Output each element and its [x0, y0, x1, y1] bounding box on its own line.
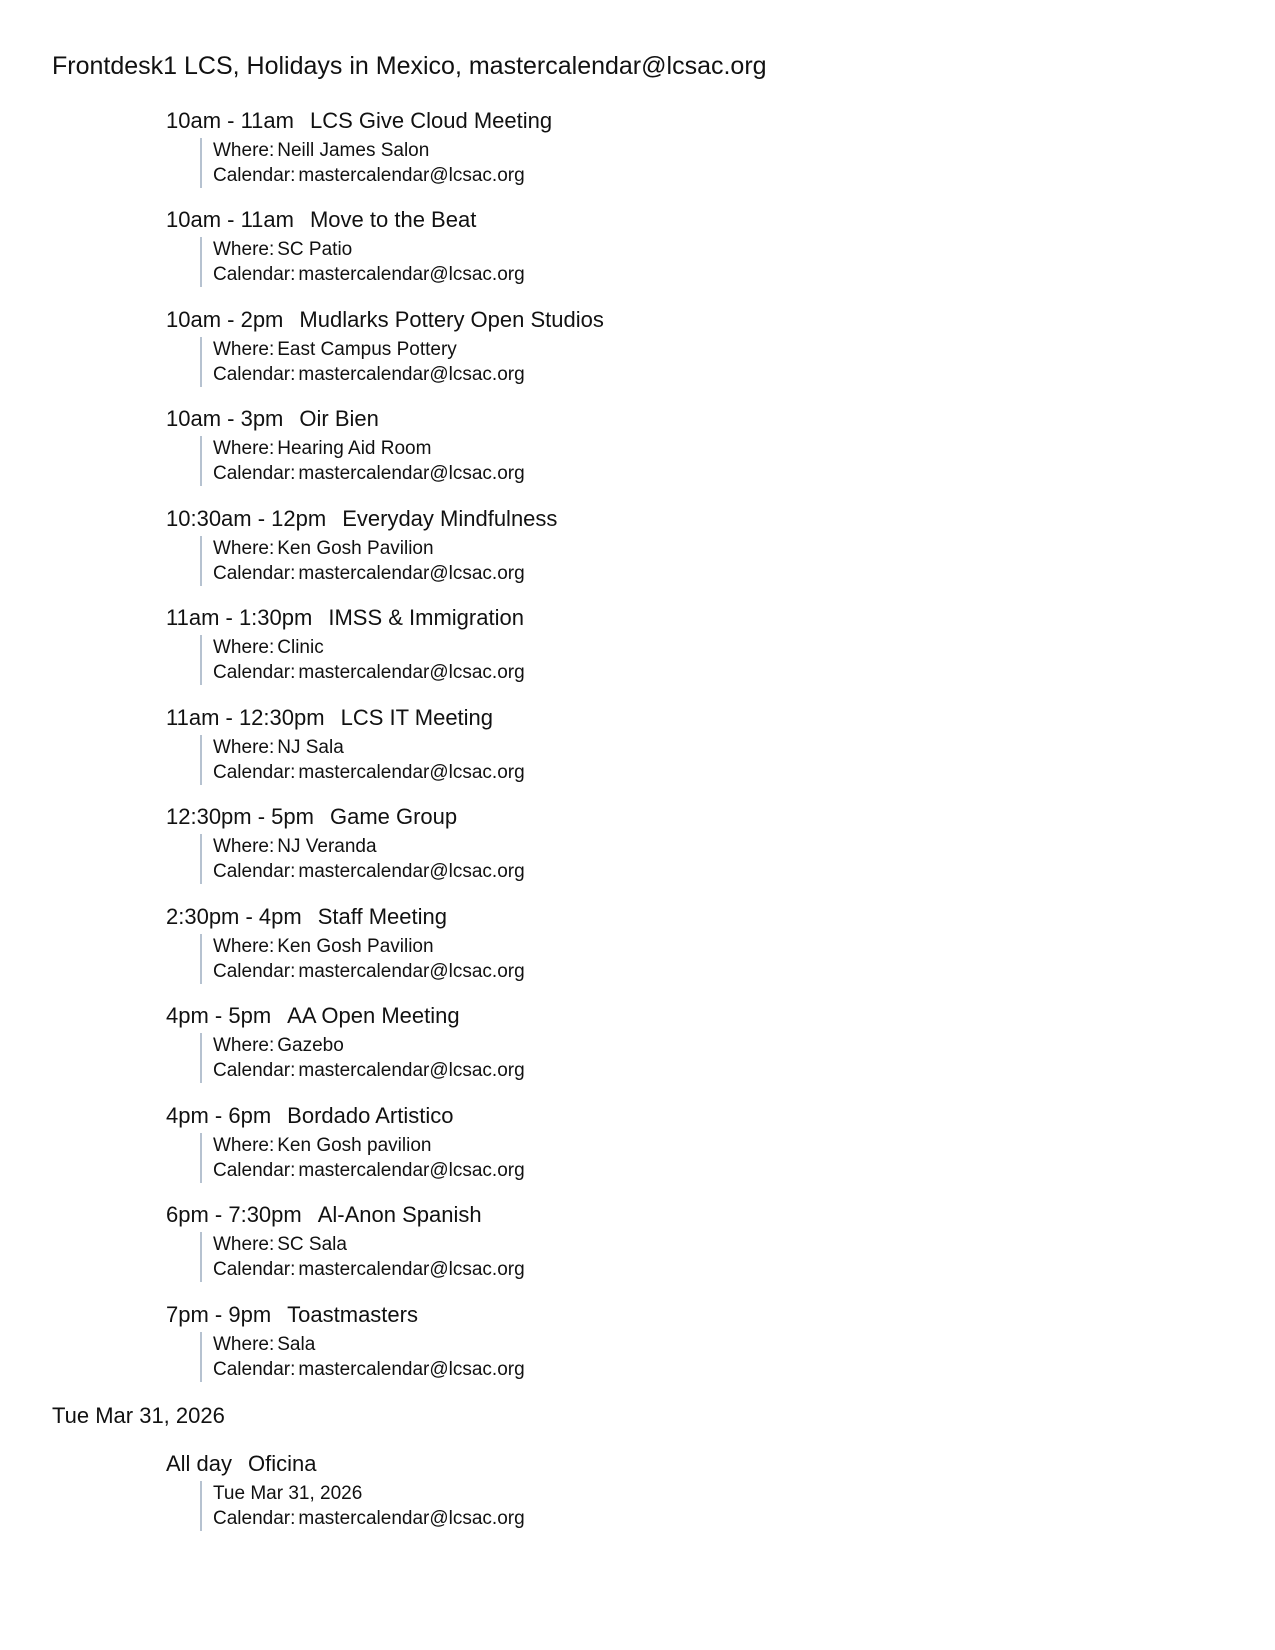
calendar-label: Calendar: [213, 662, 296, 683]
event-item[interactable] [166, 803, 966, 882]
event-calendar-row [213, 461, 525, 486]
event-location: Clinic [277, 637, 324, 658]
event-location: NJ Sala [277, 737, 344, 758]
calendar-label: Calendar: [213, 1160, 296, 1181]
event-time: 7pm - 9pm [166, 1302, 272, 1327]
event-heading [166, 306, 966, 334]
calendar-label: Calendar: [213, 861, 296, 882]
event-heading [166, 405, 966, 433]
event-location: SC Sala [277, 1234, 347, 1255]
event-item[interactable] [166, 704, 966, 783]
event-calendar-row [213, 362, 525, 387]
event-item[interactable] [166, 405, 966, 484]
event-calendar-row [213, 959, 525, 984]
where-label: Where: [213, 1135, 275, 1156]
event-details [200, 834, 525, 884]
event-calendar-row [213, 1158, 525, 1183]
event-calendar: mastercalendar@lcsac.org [298, 662, 525, 683]
event-heading [166, 107, 966, 135]
where-label: Where: [213, 1035, 275, 1056]
event-item[interactable] [166, 903, 966, 982]
event-title[interactable]: Move to the Beat [309, 207, 477, 232]
event-calendar-row [213, 660, 525, 685]
event-location: SC Patio [277, 239, 353, 260]
event-date-row [213, 1481, 525, 1506]
event-heading [166, 704, 966, 732]
event-calendar: mastercalendar@lcsac.org [298, 1160, 525, 1181]
event-title[interactable]: Al-Anon Spanish [317, 1202, 482, 1227]
event-details [200, 1033, 525, 1083]
event-time: 10am - 11am [166, 207, 294, 232]
where-label: Where: [213, 438, 275, 459]
event-where-row [213, 138, 525, 163]
event-time: 11am - 1:30pm [166, 605, 313, 630]
event-item[interactable] [166, 505, 966, 584]
event-item[interactable] [166, 604, 966, 683]
where-label: Where: [213, 538, 275, 559]
where-label: Where: [213, 836, 275, 857]
event-where-row [213, 237, 525, 262]
event-time: 2:30pm - 4pm [166, 904, 302, 929]
event-title[interactable]: IMSS & Immigration [328, 605, 524, 630]
event-time: 11am - 12:30pm [166, 705, 325, 730]
event-location: Sala [277, 1334, 316, 1355]
event-calendar-row [213, 1257, 525, 1282]
where-label: Where: [213, 239, 275, 260]
event-time: All day [166, 1451, 233, 1476]
event-title[interactable]: Mudlarks Pottery Open Studios [299, 307, 604, 332]
event-title[interactable]: Bordado Artistico [287, 1103, 454, 1128]
event-calendar-row [213, 760, 525, 785]
calendar-list-title: Frontdesk1 LCS, Holidays in Mexico, mastercalendar@lcsac.org [52, 52, 767, 80]
event-location: Ken Gosh Pavilion [277, 538, 434, 559]
event-calendar: mastercalendar@lcsac.org [298, 165, 525, 186]
calendar-label: Calendar: [213, 961, 296, 982]
event-item[interactable] [166, 1450, 966, 1529]
calendar-label: Calendar: [213, 1060, 296, 1081]
event-where-row [213, 1332, 525, 1357]
calendar-label: Calendar: [213, 1359, 296, 1380]
event-item[interactable] [166, 107, 966, 186]
event-calendar-row [213, 1506, 525, 1531]
event-location: Neill James Salon [277, 140, 430, 161]
event-heading [166, 1201, 966, 1229]
where-label: Where: [213, 140, 275, 161]
event-details [200, 436, 525, 486]
where-label: Where: [213, 1334, 275, 1355]
event-item[interactable] [166, 306, 966, 385]
event-heading [166, 1450, 966, 1478]
event-location: East Campus Pottery [277, 339, 457, 360]
event-location: Hearing Aid Room [277, 438, 432, 459]
event-where-row [213, 1133, 525, 1158]
calendar-label: Calendar: [213, 1259, 296, 1280]
event-calendar: mastercalendar@lcsac.org [298, 563, 525, 584]
event-heading [166, 1301, 966, 1329]
event-calendar-row [213, 1058, 525, 1083]
event-title[interactable]: Oir Bien [299, 406, 379, 431]
event-calendar: mastercalendar@lcsac.org [298, 463, 525, 484]
calendar-label: Calendar: [213, 463, 296, 484]
event-calendar: mastercalendar@lcsac.org [298, 364, 525, 385]
event-details [200, 635, 525, 685]
event-time: 12:30pm - 5pm [166, 804, 314, 829]
event-title[interactable]: Oficina [248, 1451, 317, 1476]
event-details [200, 934, 525, 984]
event-time: 4pm - 6pm [166, 1103, 272, 1128]
event-location: Ken Gosh pavilion [277, 1135, 432, 1156]
event-where-row [213, 635, 525, 660]
event-where-row [213, 436, 525, 461]
event-location: Gazebo [277, 1035, 344, 1056]
event-details [200, 337, 525, 387]
event-item[interactable] [166, 206, 966, 285]
event-time: 10am - 3pm [166, 406, 284, 431]
event-where-row [213, 934, 525, 959]
event-calendar-row [213, 1357, 525, 1382]
event-calendar-row [213, 859, 525, 884]
event-time: 10am - 11am [166, 108, 294, 133]
event-title[interactable]: Everyday Mindfulness [342, 506, 558, 531]
event-time: 4pm - 5pm [166, 1003, 272, 1028]
event-title[interactable]: Staff Meeting [317, 904, 447, 929]
where-label: Where: [213, 339, 275, 360]
event-where-row [213, 1033, 525, 1058]
event-heading [166, 903, 966, 931]
where-label: Where: [213, 637, 275, 658]
calendar-label: Calendar: [213, 1508, 296, 1529]
event-time: 10:30am - 12pm [166, 506, 327, 531]
event-heading [166, 206, 966, 234]
where-label: Where: [213, 737, 275, 758]
event-heading [166, 1102, 966, 1130]
event-details [200, 138, 525, 188]
event-location: NJ Veranda [277, 836, 377, 857]
event-title[interactable]: Toastmasters [287, 1302, 418, 1327]
event-where-row [213, 1232, 525, 1257]
event-details [200, 237, 525, 287]
event-calendar: mastercalendar@lcsac.org [298, 861, 525, 882]
event-heading [166, 604, 966, 632]
event-item[interactable] [166, 1301, 966, 1380]
event-calendar-row [213, 163, 525, 188]
event-calendar: mastercalendar@lcsac.org [298, 1259, 525, 1280]
event-calendar: mastercalendar@lcsac.org [298, 1359, 525, 1380]
event-location: Ken Gosh Pavilion [277, 936, 434, 957]
event-calendar: mastercalendar@lcsac.org [298, 961, 525, 982]
event-where-row [213, 735, 525, 760]
event-date: Tue Mar 31, 2026 [213, 1483, 363, 1504]
event-calendar: mastercalendar@lcsac.org [298, 264, 525, 285]
event-details [200, 1232, 525, 1282]
event-item[interactable] [166, 1201, 966, 1280]
day-heading: Tue Mar 31, 2026 [52, 1403, 225, 1428]
event-calendar-row [213, 262, 525, 287]
event-calendar-row [213, 561, 525, 586]
calendar-label: Calendar: [213, 165, 296, 186]
calendar-label: Calendar: [213, 264, 296, 285]
event-where-row [213, 337, 525, 362]
event-item[interactable] [166, 1102, 966, 1181]
event-details [200, 1133, 525, 1183]
event-details [200, 735, 525, 785]
event-heading [166, 505, 966, 533]
event-title[interactable]: LCS Give Cloud Meeting [309, 108, 553, 133]
event-calendar: mastercalendar@lcsac.org [298, 762, 525, 783]
where-label: Where: [213, 1234, 275, 1255]
event-details [200, 1481, 525, 1531]
event-calendar: mastercalendar@lcsac.org [298, 1060, 525, 1081]
event-title[interactable]: Game Group [329, 804, 458, 829]
event-calendar: mastercalendar@lcsac.org [298, 1508, 525, 1529]
event-details [200, 1332, 525, 1382]
event-item[interactable] [166, 1002, 966, 1081]
event-details [200, 536, 525, 586]
where-label: Where: [213, 936, 275, 957]
event-where-row [213, 536, 525, 561]
event-title[interactable]: AA Open Meeting [287, 1003, 460, 1028]
calendar-label: Calendar: [213, 563, 296, 584]
event-where-row [213, 834, 525, 859]
event-time: 10am - 2pm [166, 307, 284, 332]
calendar-label: Calendar: [213, 364, 296, 385]
event-title[interactable]: LCS IT Meeting [340, 705, 494, 730]
calendar-label: Calendar: [213, 762, 296, 783]
event-heading [166, 803, 966, 831]
event-heading [166, 1002, 966, 1030]
event-time: 6pm - 7:30pm [166, 1202, 302, 1227]
